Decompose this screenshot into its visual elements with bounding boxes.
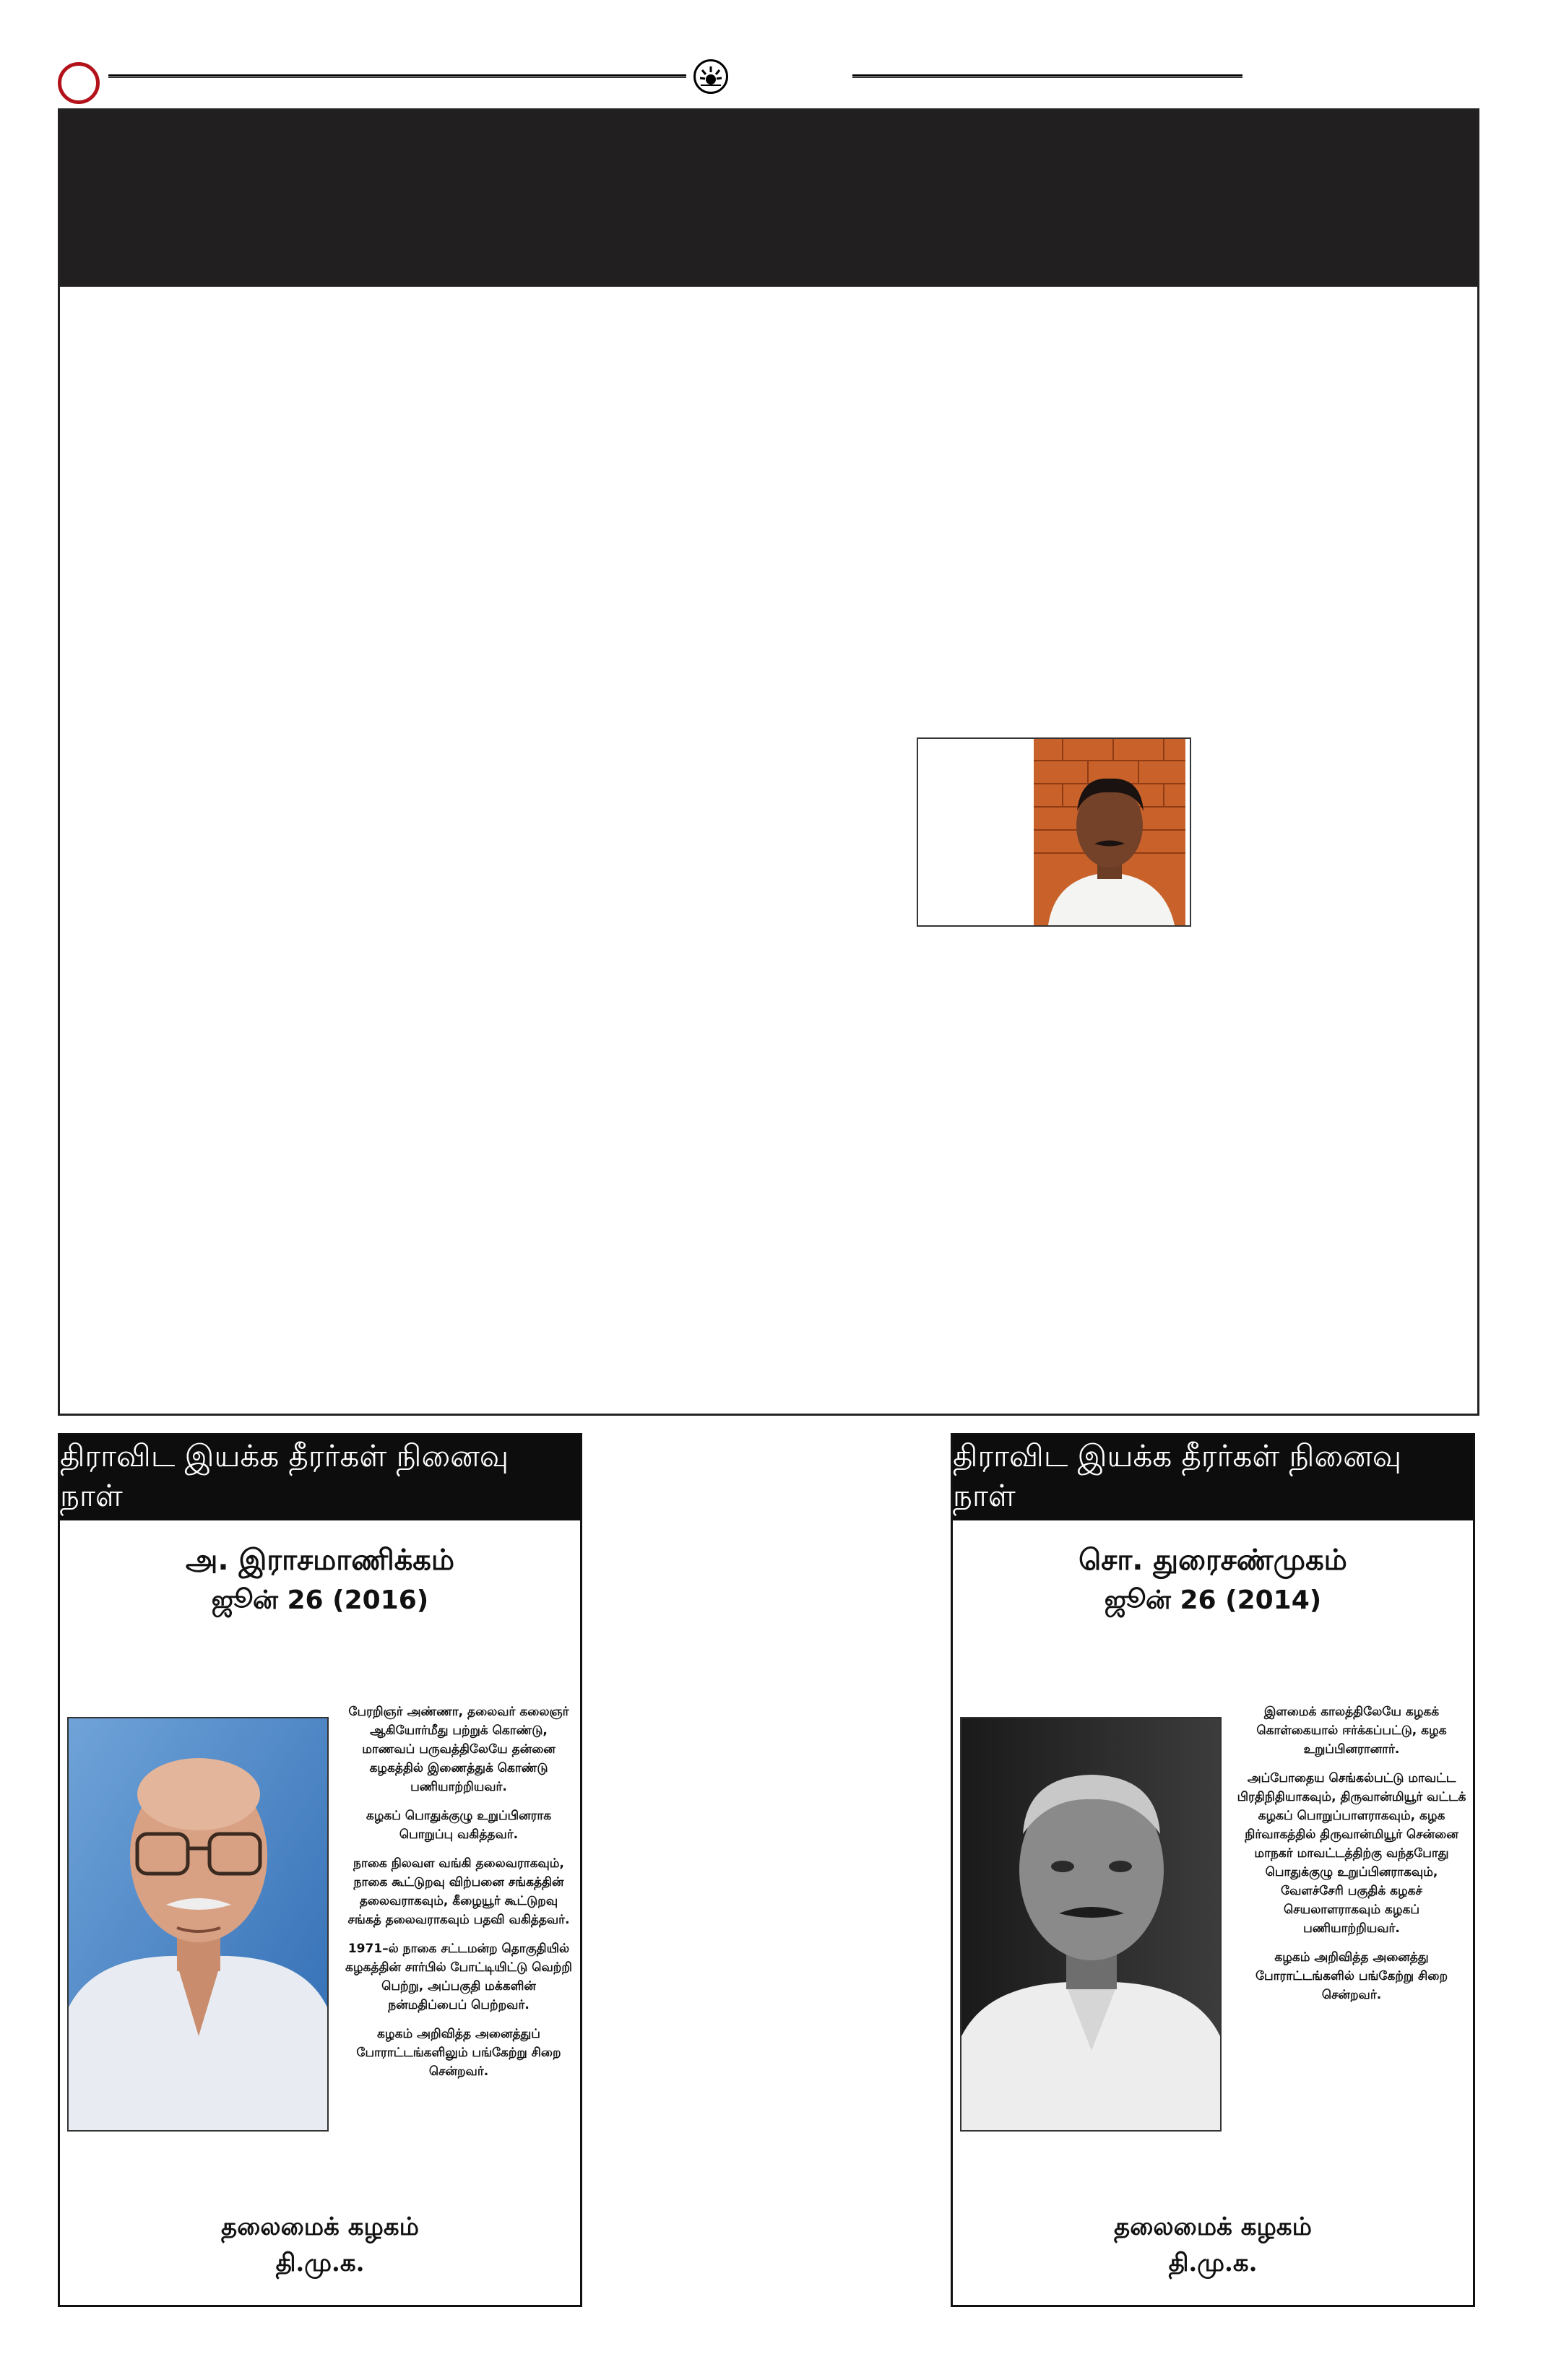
portrait-photo: [67, 1717, 329, 2132]
signature-party: தி.மு.க.: [275, 2249, 365, 2277]
memorial-date: ஜூன் 26 (2014): [1104, 1585, 1322, 1615]
bio-paragraph: கழகம் அறிவித்த அனைத்து போராட்டங்களில் பங்கேற்று சிறை சென்றவர்.: [1255, 1950, 1448, 2002]
memorial-date: ஜூன் 26 (2016): [211, 1585, 429, 1615]
biography-text: [343, 1702, 574, 2091]
main-advertisement-box: [58, 108, 1479, 1416]
bio-paragraph: அப்போதைய செங்கல்பட்டு மாவட்ட பிரதிநிதியாகவும், திருவான்மியூர் வட்டக் கழகப் பொறுப்பாளராகவும், கழக நிர்வாகத்தில் திருவான்மியூர் சென்னை மாநகர் மாவட்டத்திற்கு வந்தபோது பொதுக்குழு உறுப்பினராகவும், வேளச்சேரி பகுதிக் கழகச் செயலாளராகவும் கழகப் பணியாற்றியவர்.: [1237, 1771, 1466, 1936]
bio-paragraph: இளமைக் காலத்திலேயே கழகக் கொள்கையால் ஈர்க்கப்பட்டு, கழக உறுப்பினரானார்.: [1256, 1705, 1447, 1757]
bio-paragraph: 1971–ல் நாகை சட்டமன்ற தொகுதியில் கழகத்தின் சார்பில் போட்டியிட்டு வெற்றி பெற்று, அப்பகுதி மக்களின் நன்மதிப்பைப் பெற்றவர்.: [345, 1942, 572, 2012]
bio-paragraph: பேரறிஞர் அண்ணா, தலைவர் கலைஞர் ஆகியோர்மீது பற்றுக் கொண்டு, மாணவப் பருவத்திலேயே தன்னை கழகத்தில் இணைத்துக் கொண்டு பணியாற்றியவர்.: [348, 1705, 569, 1794]
portrait-photo: [1034, 739, 1185, 925]
signature-headquarters: தலைமைக் கழகம்: [1114, 2212, 1312, 2241]
main-photo-frame: [917, 737, 1191, 927]
rising-sun-logo-icon: [693, 59, 728, 94]
biography-text: [1236, 1702, 1467, 2015]
bio-paragraph: நாகை நிலவள வங்கி தலைவராகவும், நாகை கூட்டுறவு விற்பனை சங்கத்தின் தலைவராகவும், கீழையூர் கூட்டுறவு சங்கத் தலைவராகவும் பதவி வகித்தவர்.: [347, 1856, 570, 1927]
card-header: திராவிட இயக்க தீரர்கள் நினைவு நாள்: [60, 1435, 580, 1520]
person-name: அ. இராசமாணிக்கம்: [185, 1544, 455, 1577]
person-name: சொ. துரைசண்முகம்: [1079, 1544, 1347, 1577]
memorial-card-left: [58, 1433, 582, 2307]
card-header: திராவிட இயக்க தீரர்கள் நினைவு நாள்: [953, 1435, 1473, 1520]
header-rule-left: [108, 74, 686, 78]
signature-headquarters: தலைமைக் கழகம்: [221, 2212, 419, 2241]
main-title-band: [60, 111, 1477, 287]
bio-paragraph: கழகம் அறிவித்த அனைத்துப் போராட்டங்களிலும் பங்கேற்று சிறை சென்றவர்.: [356, 2027, 561, 2079]
header-rule-right: [852, 74, 1242, 78]
bio-paragraph: கழகப் பொதுக்குழு உறுப்பினராக பொறுப்பு வகித்தவர்.: [366, 1809, 552, 1842]
portrait-photo: [960, 1717, 1222, 2132]
signature-party: தி.மு.க.: [1168, 2249, 1258, 2277]
memorial-card-right: [951, 1433, 1475, 2307]
page-number-circle-icon: [58, 62, 100, 104]
